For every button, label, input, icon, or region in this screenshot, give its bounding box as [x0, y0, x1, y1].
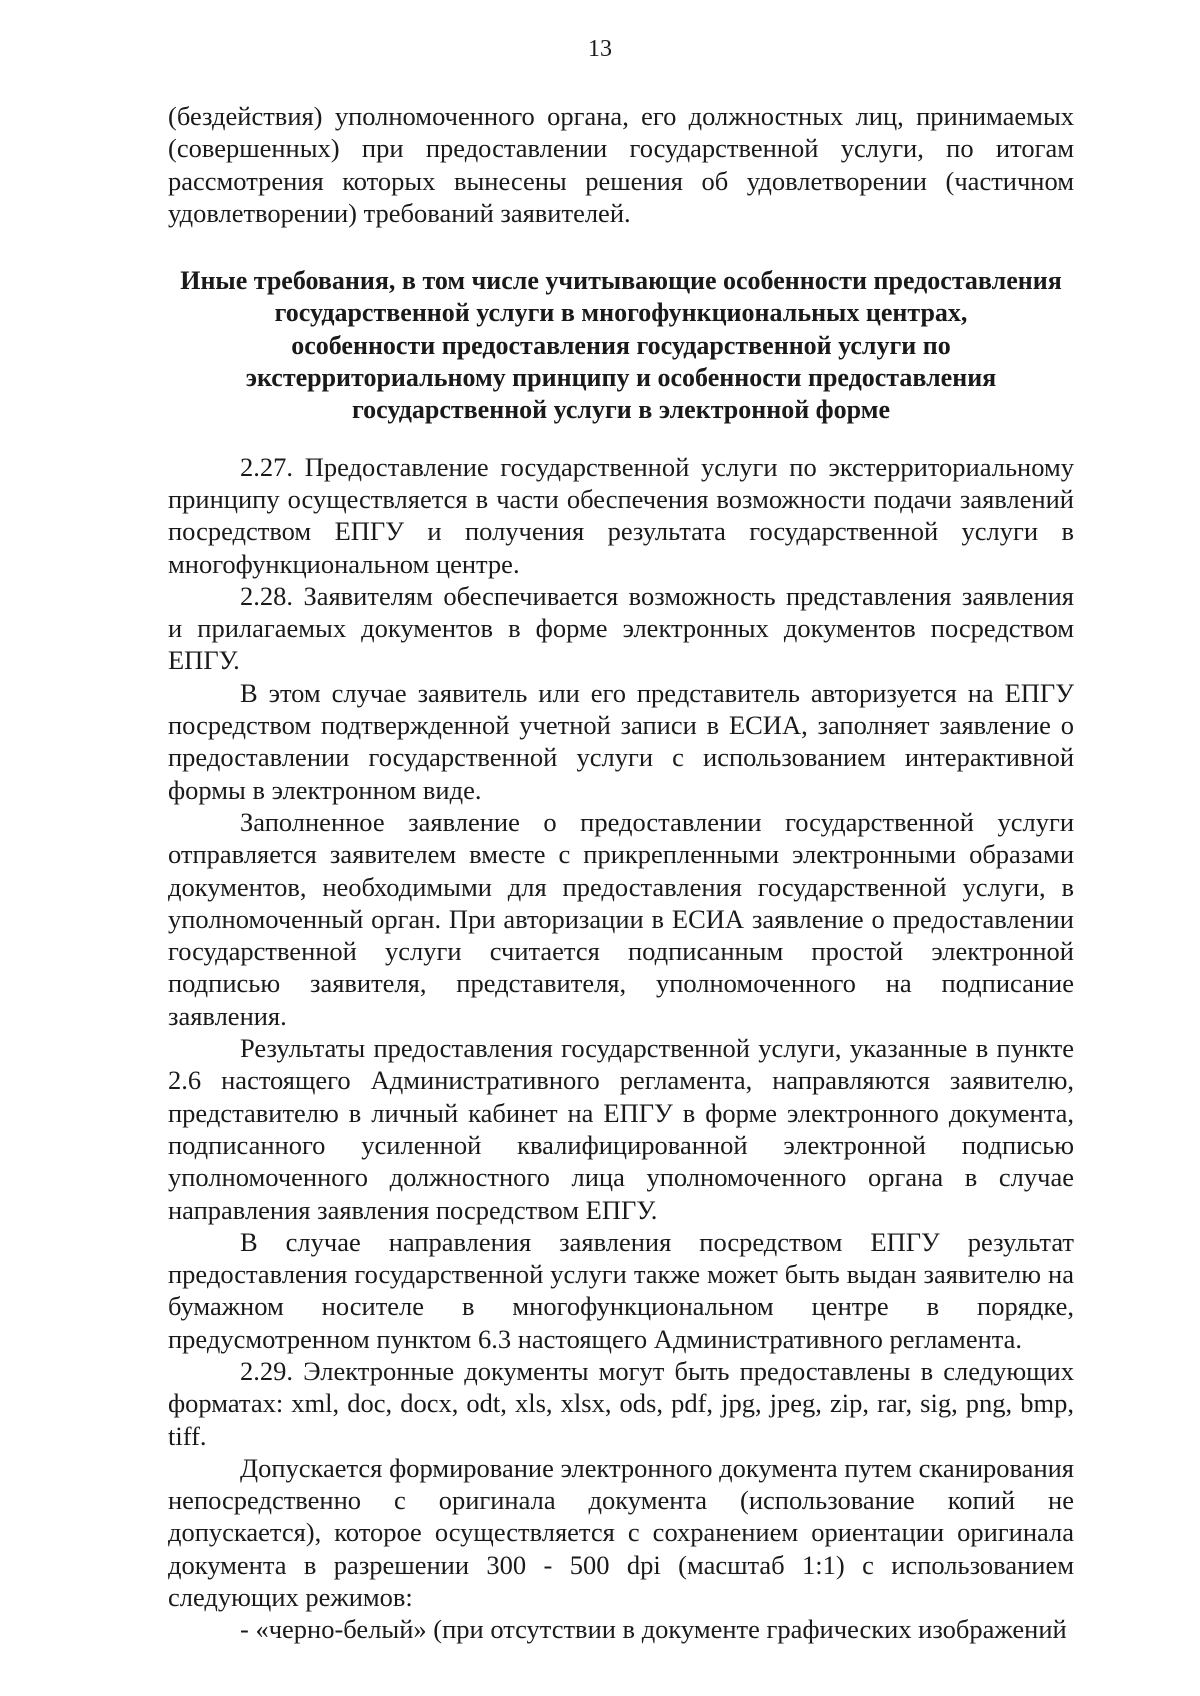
heading-line: экстерриториальному принципу и особенности предоставления: [245, 363, 997, 393]
paragraph-authorization: В этом случае заявитель или его представитель авторизуется на ЕПГУ посредством подтвержденной учетной записи в ЕСИА, заполняет заявление о предоставлении государственной услуги с использованием интерактивной формы в электронном виде.: [168, 677, 1074, 805]
paragraph-filled-application: Заполненное заявление о предоставлении государственной услуги отправляется заявителем вместе с прикрепленными электронными образами документов, необходимыми для предоставления государственной услуги, в уполномоченный орган. При авторизации в ЕСИА заявление о предоставлении государственной услуги считается подписанным простой электронной подписью заявителя, представителя, уполномоченного на подписание заявления.: [168, 806, 1074, 1031]
section-heading: [168, 265, 1074, 426]
document-body: [168, 100, 1074, 1646]
list-item-black-white: - «черно-белый» (при отсутствии в документе графических изображений: [240, 1614, 1067, 1645]
heading-line: государственной услуги в многофункциональных центрах,: [274, 298, 968, 328]
paragraph-2-28: 2.28. Заявителям обеспечивается возможность представления заявления и прилагаемых документов в форме электронных документов посредством ЕПГУ.: [168, 580, 1074, 676]
page-number: 13: [588, 36, 612, 62]
intro-paragraph: (бездействия) уполномоченного органа, его должностных лиц, принимаемых (совершенных) при предоставлении государственной услуги, по итогам рассмотрения которых вынесены решения об удовлетворении (частичном удовлетворении) требований заявителей.: [168, 101, 1074, 228]
paragraph-results: Результаты предоставления государственной услуги, указанные в пункте 2.6 настоящего Административного регламента, направляются заявителю, представителю в личный кабинет на ЕПГУ в форме электронного документа, подписанного усиленной квалифицированной электронной подписью уполномоченного должностного лица уполномоченного органа в случае направления заявления посредством ЕПГУ.: [168, 1033, 1074, 1225]
paragraph-paper-result: В случае направления заявления посредством ЕПГУ результат предоставления государственной услуги также может быть выдан заявителю на бумажном носителе в многофункциональном центре в порядке, предусмотренном пунктом 6.3 настоящего Административного регламента.: [168, 1226, 1074, 1354]
heading-line: особенности предоставления государственной услуги по: [291, 330, 951, 360]
heading-line: государственной услуги в электронной форме: [352, 395, 890, 425]
paragraph-2-29: 2.29. Электронные документы могут быть предоставлены в следующих форматах: xml, doc, docx, odt, xls, xlsx, ods, pdf, jpg, jpeg, zip, rar, sig, png, bmp, tiff.: [168, 1355, 1074, 1451]
heading-line: Иные требования, в том числе учитывающие особенности предоставления: [180, 266, 1062, 296]
paragraph-2-27: 2.27. Предоставление государственной услуги по экстерриториальному принципу осуществляется в части обеспечения возможности подачи заявлений посредством ЕПГУ и получения результата государственной услуги в многофункциональном центре.: [168, 451, 1074, 579]
paragraph-scanning: Допускается формирование электронного документа путем сканирования непосредственно с оригинала документа (использование копий не допускается), которое осуществляется с сохранением ориентации оригинала документа в разрешении 300 - 500 dpi (масштаб 1:1) с использованием следующих режимов:: [168, 1452, 1074, 1613]
